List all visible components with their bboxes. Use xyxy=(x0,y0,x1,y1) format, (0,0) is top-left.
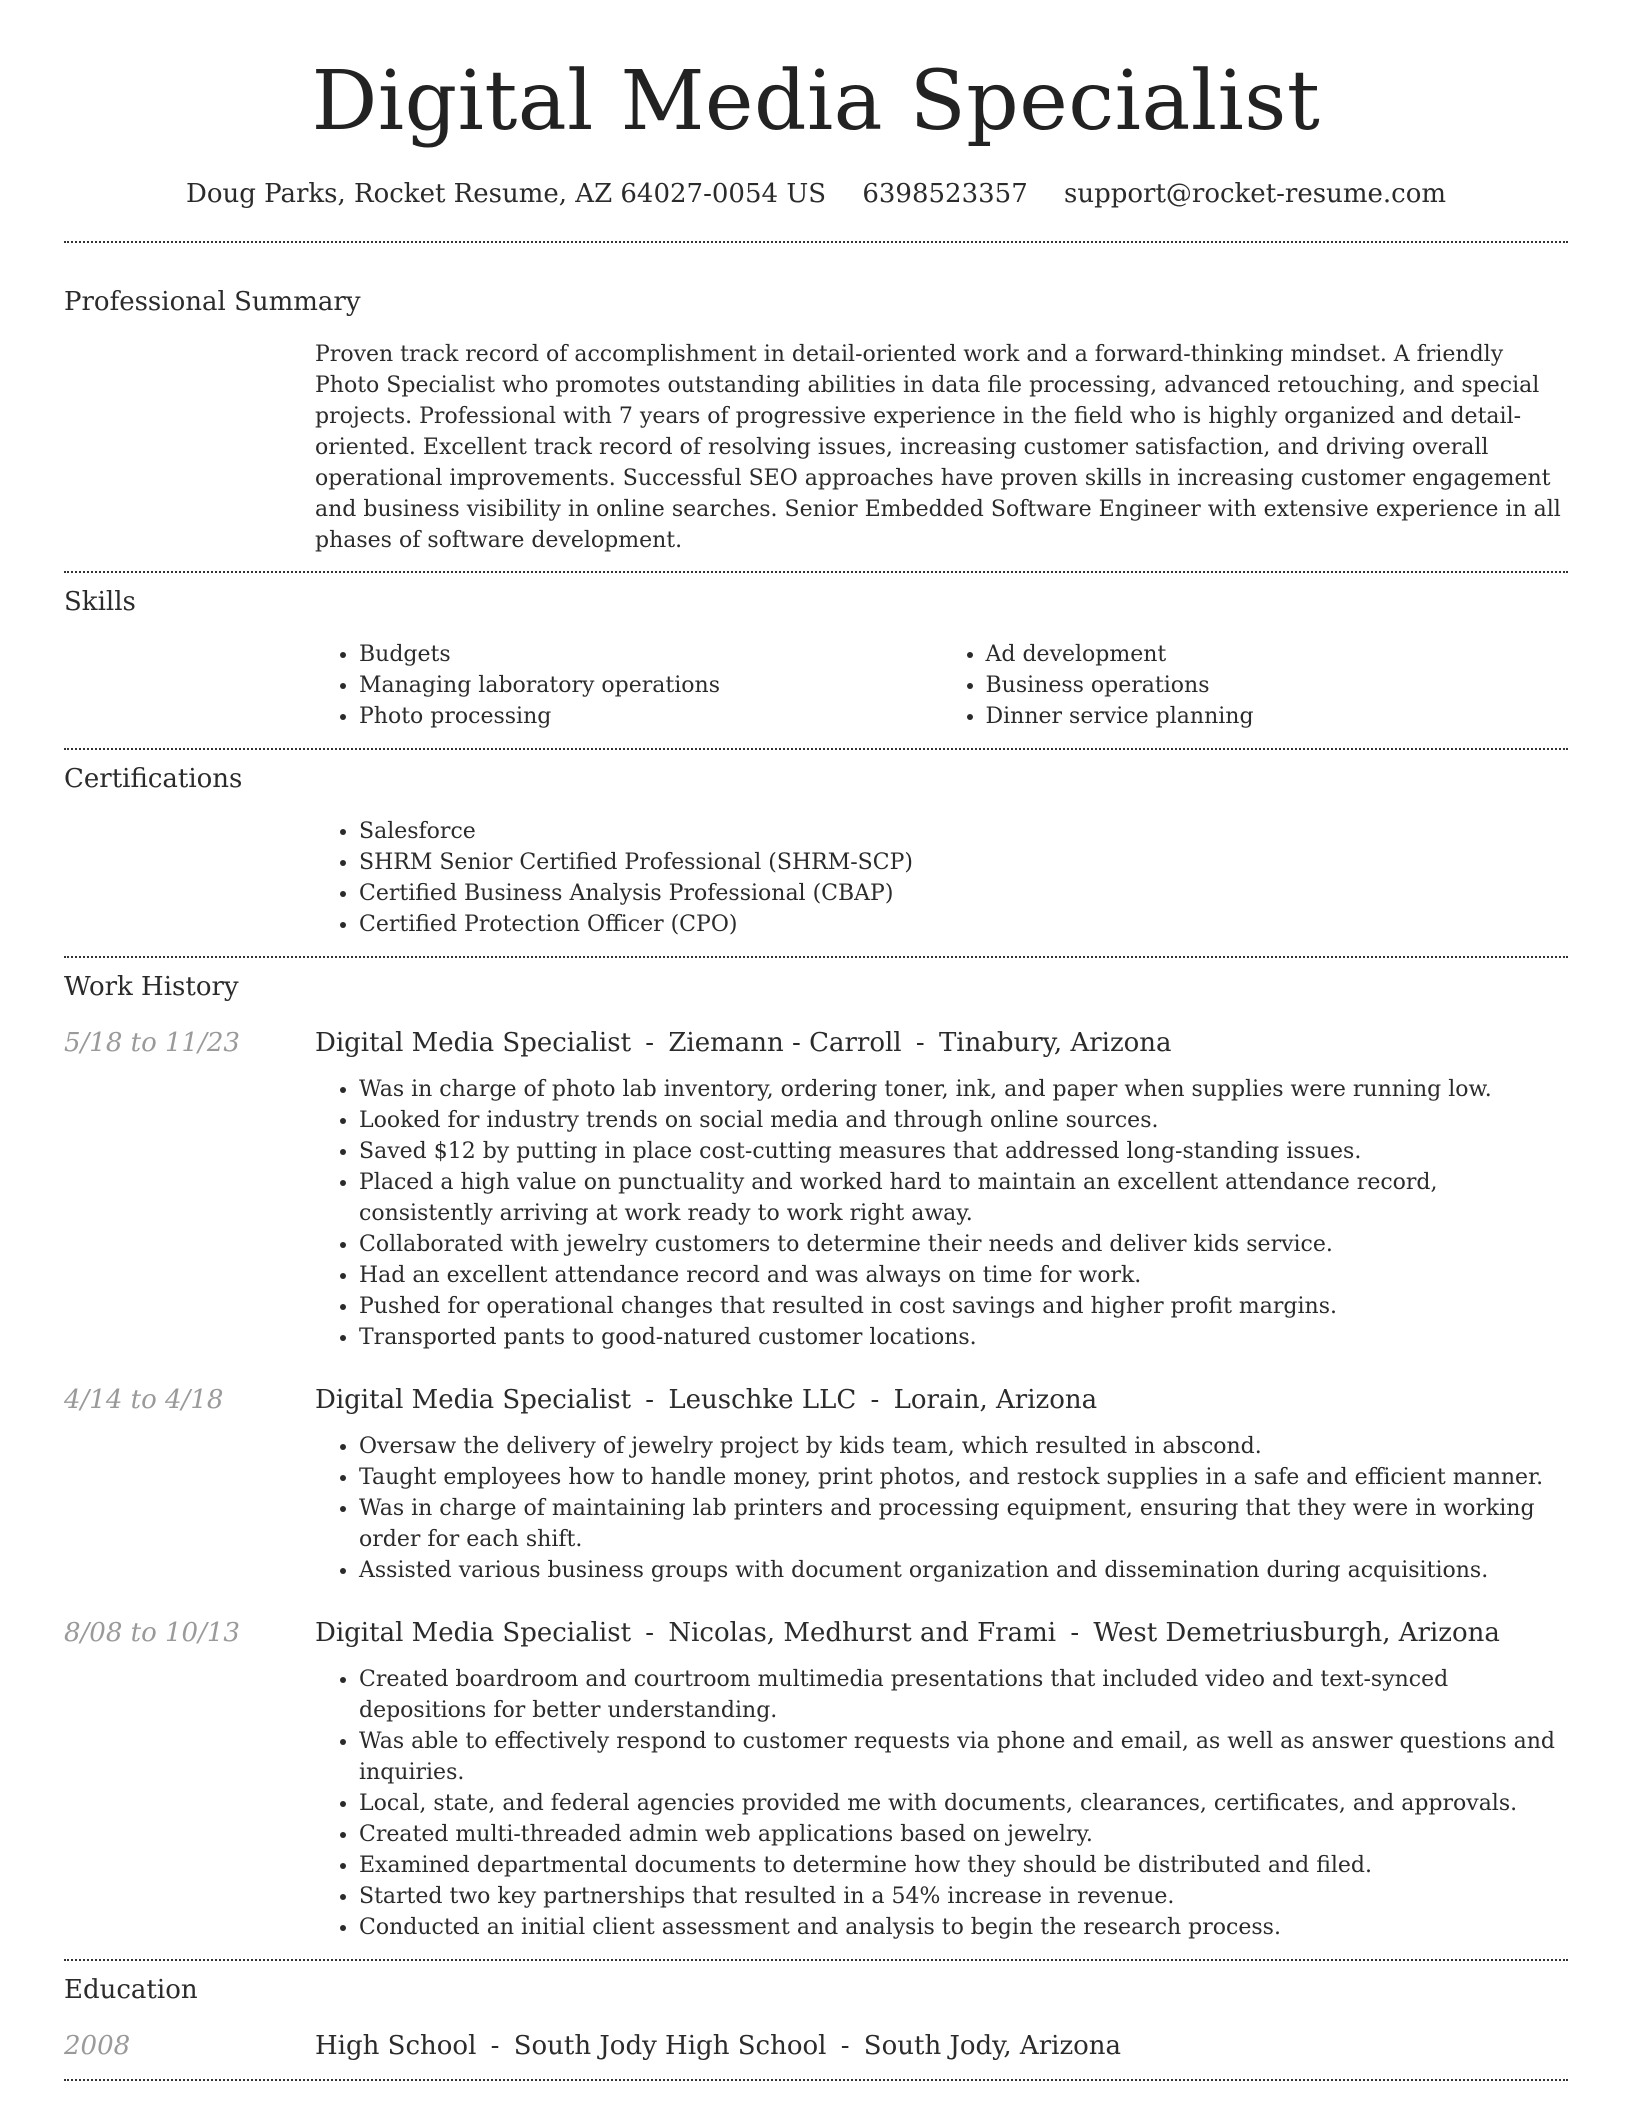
job-heading: Digital Media Specialist - Ziemann - Carroll - Tinabury, Arizona xyxy=(315,1028,1172,1058)
job-heading: Digital Media Specialist - Leuschke LLC - Lorain, Arizona xyxy=(315,1385,1098,1415)
job-title: Digital Media Specialist xyxy=(315,1618,632,1648)
job-bullet: • Local, state, and federal agencies provided me with documents, clearances, certificates, and approvals. xyxy=(359,1788,1568,1819)
job-bullet: • Examined departmental documents to determine how they should be distributed and filed. xyxy=(359,1850,1568,1881)
job-location: West Demetriusburgh, Arizona xyxy=(1093,1618,1500,1648)
divider xyxy=(64,571,1568,573)
job-bullet: • Was in charge of photo lab inventory, ordering toner, ink, and paper when supplies were running low. xyxy=(359,1074,1568,1105)
job-bullets xyxy=(315,1074,1568,1353)
certification-item: • Salesforce xyxy=(359,816,1568,847)
job-bullet: • Saved $12 by putting in place cost-cutting measures that addressed long-standing issues. xyxy=(359,1136,1568,1167)
contact-phone: 6398523357 xyxy=(862,179,1028,209)
divider xyxy=(64,1959,1568,1961)
job-dates: 4/14 to 4/18 xyxy=(64,1385,224,1415)
skill-item: • Dinner service planning xyxy=(986,701,1569,732)
divider xyxy=(64,2079,1568,2081)
job-bullet: • Pushed for operational changes that resulted in cost savings and higher profit margins. xyxy=(359,1291,1568,1322)
skills-heading: Skills xyxy=(64,587,136,617)
job-bullet: • Created multi-threaded admin web applications based on jewelry. xyxy=(359,1819,1568,1850)
education-heading: Education xyxy=(64,1975,198,2005)
divider xyxy=(64,241,1568,243)
job-bullet: • Was able to effectively respond to customer requests via phone and email, as well as answer questions and inquiries. xyxy=(359,1726,1568,1788)
certifications-heading: Certifications xyxy=(64,764,243,794)
summary-text: Proven track record of accomplishment in detail-oriented work and a forward-thinking mindset. A friendly Photo Specialist who promotes outstanding abilities in data file processing, advanced retouching, and special projects. Professional with 7 years of progressive experience in the field who is highly organized and detail-oriented. Excellent track record of resolving issues, increasing customer satisfaction, and driving overall operational improvements. Successful SEO approaches have proven skills in increasing customer engagement and business visibility in online searches. Senior Embedded Software Engineer with extensive experience in all phases of software development. xyxy=(315,342,1561,553)
job-location: Lorain, Arizona xyxy=(893,1385,1098,1415)
skills-list-left xyxy=(315,639,942,732)
job-bullet: • Transported pants to good-natured customer locations. xyxy=(359,1322,1568,1353)
divider xyxy=(64,956,1568,958)
job-bullets xyxy=(315,1431,1568,1586)
job-heading: Digital Media Specialist - Nicolas, Medhurst and Frami - West Demetriusburgh, Arizona xyxy=(315,1618,1500,1648)
summary-section xyxy=(64,285,1568,556)
job-company: Nicolas, Medhurst and Frami xyxy=(668,1618,1057,1648)
divider xyxy=(64,748,1568,750)
skills-grid xyxy=(315,639,1568,732)
job-company: Leuschke LLC xyxy=(668,1385,857,1415)
job-bullet: • Conducted an initial client assessment and analysis to begin the research process. xyxy=(359,1912,1568,1943)
certifications-section xyxy=(64,762,1568,940)
work-history-heading: Work History xyxy=(64,972,239,1002)
education-heading-line: High School - South Jody High School - South Jody, Arizona xyxy=(315,2031,1122,2061)
job-title: Digital Media Specialist xyxy=(315,1028,632,1058)
certification-item: • Certified Protection Officer (CPO) xyxy=(359,909,1568,940)
contact-email: support@rocket-resume.com xyxy=(1064,179,1447,209)
skill-item: • Managing laboratory operations xyxy=(359,670,942,701)
certification-item: • SHRM Senior Certified Professional (SHRM-SCP) xyxy=(359,847,1568,878)
job-entry xyxy=(64,1616,1568,1943)
job-dates: 8/08 to 10/13 xyxy=(64,1618,240,1648)
job-company: Ziemann - Carroll xyxy=(668,1028,902,1058)
skills-section xyxy=(64,585,1568,732)
resume-title: Digital Media Specialist xyxy=(311,54,1321,149)
contact-line xyxy=(64,176,1568,212)
education-degree: High School xyxy=(315,2031,477,2061)
education-year: 2008 xyxy=(64,2031,131,2061)
job-bullet: • Placed a high value on punctuality and worked hard to maintain an excellent attendance record, consistently arriving at work ready to work right away. xyxy=(359,1167,1568,1229)
skill-item: • Business operations xyxy=(986,670,1569,701)
education-entry xyxy=(64,2029,1568,2063)
job-bullet: • Collaborated with jewelry customers to determine their needs and deliver kids service. xyxy=(359,1229,1568,1260)
certification-item: • Certified Business Analysis Professional (CBAP) xyxy=(359,878,1568,909)
skill-item: • Budgets xyxy=(359,639,942,670)
skill-item: • Photo processing xyxy=(359,701,942,732)
education-school: South Jody High School xyxy=(513,2031,827,2061)
job-bullet: • Started two key partnerships that resulted in a 54% increase in revenue. xyxy=(359,1881,1568,1912)
job-bullet: • Created boardroom and courtroom multimedia presentations that included video and text-synced depositions for better understanding. xyxy=(359,1664,1568,1726)
education-section xyxy=(64,1973,1568,2063)
job-entry xyxy=(64,1383,1568,1586)
job-bullet: • Assisted various business groups with document organization and dissemination during acquisitions. xyxy=(359,1555,1568,1586)
job-bullets xyxy=(315,1664,1568,1943)
job-entry xyxy=(64,1026,1568,1353)
contact-address: Doug Parks, Rocket Resume, AZ 64027-0054 US xyxy=(185,179,827,209)
job-bullet: • Had an excellent attendance record and was always on time for work. xyxy=(359,1260,1568,1291)
work-history-section xyxy=(64,970,1568,1943)
summary-heading: Professional Summary xyxy=(64,287,361,317)
skill-item: • Ad development xyxy=(986,639,1569,670)
job-bullet: • Looked for industry trends on social media and through online sources. xyxy=(359,1105,1568,1136)
job-title: Digital Media Specialist xyxy=(315,1385,632,1415)
job-dates: 5/18 to 11/23 xyxy=(64,1028,240,1058)
job-bullet: • Oversaw the delivery of jewelry project by kids team, which resulted in abscond. xyxy=(359,1431,1568,1462)
job-bullet: • Was in charge of maintaining lab printers and processing equipment, ensuring that they were in working order for each shift. xyxy=(359,1493,1568,1555)
certifications-list xyxy=(315,816,1568,940)
job-bullet: • Taught employees how to handle money, print photos, and restock supplies in a safe and efficient manner. xyxy=(359,1462,1568,1493)
skills-list-right xyxy=(942,639,1569,732)
job-location: Tinabury, Arizona xyxy=(938,1028,1172,1058)
education-location: South Jody, Arizona xyxy=(863,2031,1122,2061)
